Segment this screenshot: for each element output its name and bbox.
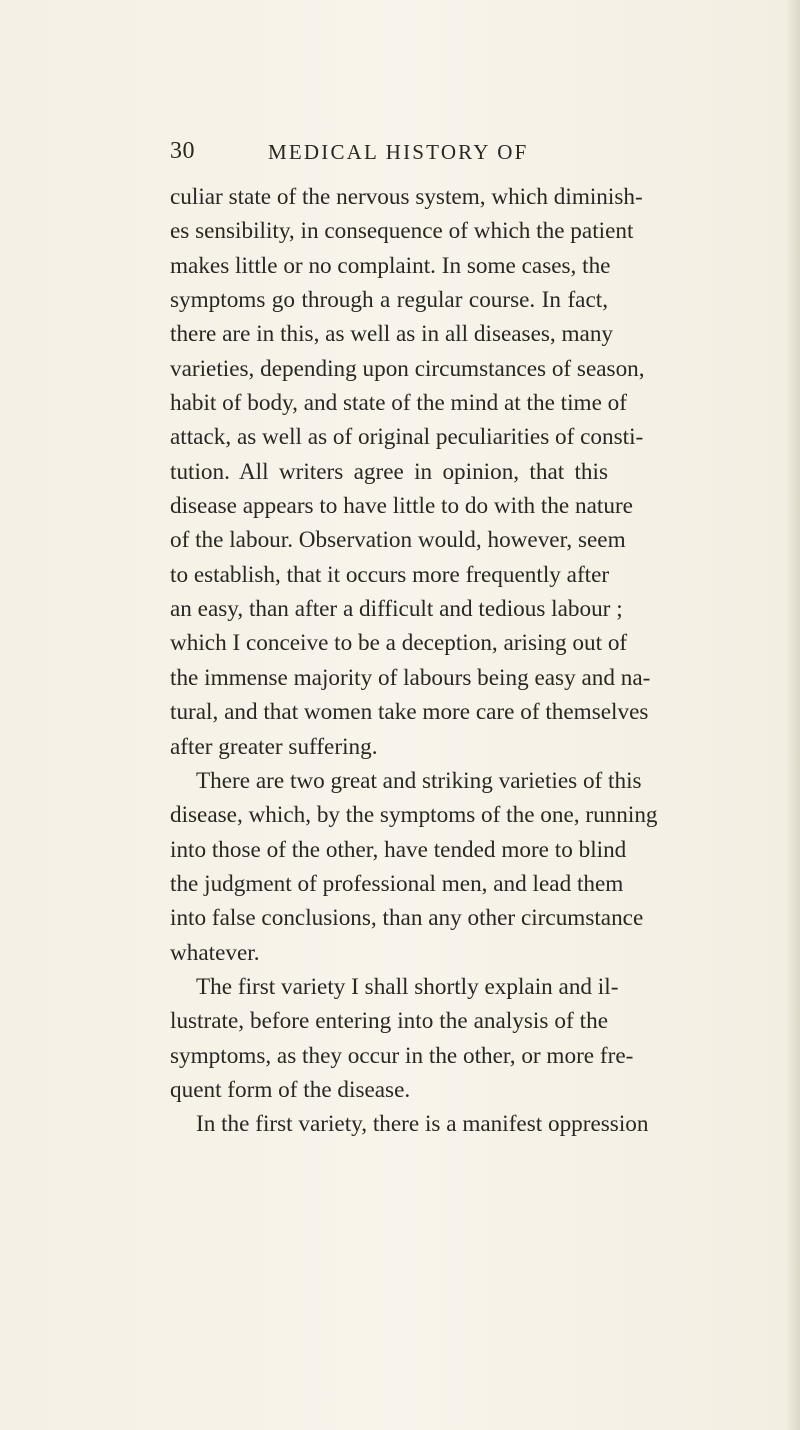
text-line: which I conceive to be a deception, arising out of xyxy=(170,630,628,657)
text-line: habit of body, and state of the mind at the time of xyxy=(170,390,627,417)
text-line: the immense majority of labours being easy and na- xyxy=(170,664,651,691)
text-line: There are two great and striking varieties of this xyxy=(196,767,642,794)
text-line: into those of the other, have tended more to blind xyxy=(170,836,627,863)
text-line: there are in this, as well as in all diseases, many xyxy=(170,321,614,348)
text-line: In the first variety, there is a manifest oppression xyxy=(196,1111,649,1138)
text-line: attack, as well as of original peculiarities of consti- xyxy=(170,424,644,451)
text-line: an easy, than after a difficult and tedious labour ; xyxy=(170,596,623,623)
text-line: The first variety I shall shortly explain and il- xyxy=(196,973,619,1000)
body-text xyxy=(170,180,658,1142)
text-line: makes little or no complaint. In some cases, the xyxy=(170,252,611,279)
text-line: varieties, depending upon circumstances of season, xyxy=(170,355,645,382)
text-line: lustrate, before entering into the analysis of the xyxy=(170,1008,608,1035)
text-line: tural, and that women take more care of themselves xyxy=(170,699,649,726)
text-line: symptoms, as they occur in the other, or more fre- xyxy=(170,1042,634,1069)
text-line: the judgment of professional men, and lead them xyxy=(170,870,624,897)
text-line: symptoms go through a regular course. In fact, xyxy=(170,287,608,314)
page-edge-shadow xyxy=(786,0,800,1430)
text-line: disease appears to have little to do with the nature xyxy=(170,493,633,520)
page-header xyxy=(170,138,600,174)
text-line: to establish, that it occurs more frequently after xyxy=(170,561,610,588)
text-line: culiar state of the nervous system, which diminish- xyxy=(170,184,643,210)
page-number: 30 xyxy=(170,138,195,164)
text-line: quent form of the disease. xyxy=(170,1076,411,1103)
text-line: tution. All writers agree in opinion, that this xyxy=(170,458,608,485)
text-line: of the labour. Observation would, however, seem xyxy=(170,527,626,554)
text-line: es sensibility, in consequence of which the patient xyxy=(170,218,634,245)
text-line: into false conclusions, than any other circumstance xyxy=(170,905,644,932)
text-line: after greater suffering. xyxy=(170,733,378,760)
running-head: MEDICAL HISTORY OF xyxy=(268,140,529,164)
text-line: whatever. xyxy=(170,939,260,966)
text-line: disease, which, by the symptoms of the one, running xyxy=(170,802,658,829)
